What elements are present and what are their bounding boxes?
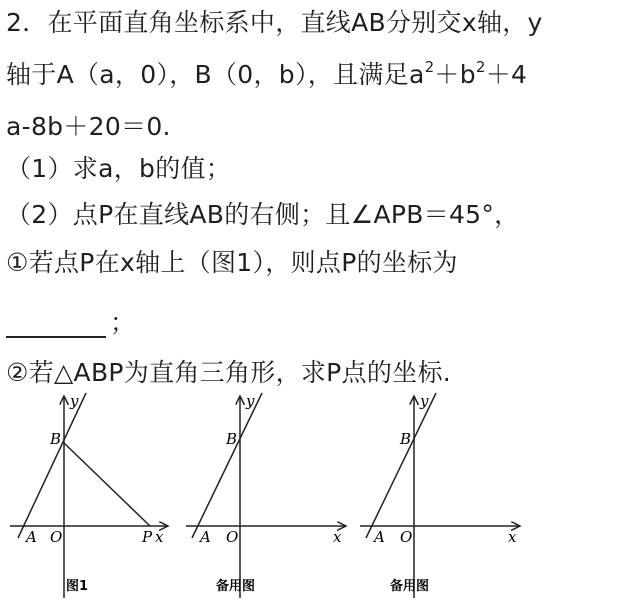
y-axis-label: y <box>420 392 429 410</box>
figure-caption: 备用图 <box>216 579 256 594</box>
figure-caption: 图1 <box>66 579 89 594</box>
origin-label: O <box>50 528 63 546</box>
answer-blank-end: ； <box>110 308 136 337</box>
origin-label: O <box>400 528 413 546</box>
figure-2 <box>186 392 346 598</box>
problem-line-1: 2．在平面直角坐标系中，直线AB分别交x轴，y <box>6 8 543 37</box>
question-2-part-2: ②若△ABP为直角三角形，求P点的坐标. <box>6 358 451 387</box>
point-b-label: B <box>50 430 62 448</box>
exponent-2: 2 <box>475 57 486 76</box>
line-ab <box>192 393 262 538</box>
condition-text-b: ＋b <box>434 60 476 89</box>
y-axis-label: y <box>246 392 255 410</box>
origin-label: O <box>226 528 239 546</box>
problem-line-3: a-8b＋20＝0. <box>6 112 171 141</box>
answer-blank-line <box>6 308 135 338</box>
x-axis-label: x <box>508 528 517 546</box>
point-p-label: P <box>142 528 153 546</box>
point-b-label: B <box>400 430 412 448</box>
x-axis-label: x <box>333 528 342 546</box>
point-b-label: B <box>226 430 238 448</box>
condition-text-a: 轴于A（a，0），B（0，b），且满足a <box>6 60 425 89</box>
line-ab <box>366 393 436 538</box>
x-axis-label: x <box>155 528 164 546</box>
point-a-label: A <box>374 528 385 546</box>
figure-caption: 备用图 <box>390 579 430 594</box>
condition-text-c: ＋4 <box>485 60 528 89</box>
figure-1 <box>10 392 168 598</box>
question-2: （2）点P在直线AB的右侧；且∠APB＝45°， <box>6 200 520 229</box>
answer-blank[interactable] <box>6 314 106 338</box>
question-2-part-1: ①若点P在x轴上（图1），则点P的坐标为 <box>6 248 458 277</box>
question-1: （1）求a，b的值； <box>6 154 232 183</box>
figure-3 <box>360 392 520 598</box>
y-axis-label: y <box>70 392 79 410</box>
problem-line-2 <box>6 57 528 90</box>
exponent-1: 2 <box>424 57 435 76</box>
point-a-label: A <box>26 528 37 546</box>
line-ab <box>18 393 86 538</box>
segment-bp <box>64 443 150 526</box>
point-a-label: A <box>200 528 211 546</box>
figures <box>0 388 640 614</box>
